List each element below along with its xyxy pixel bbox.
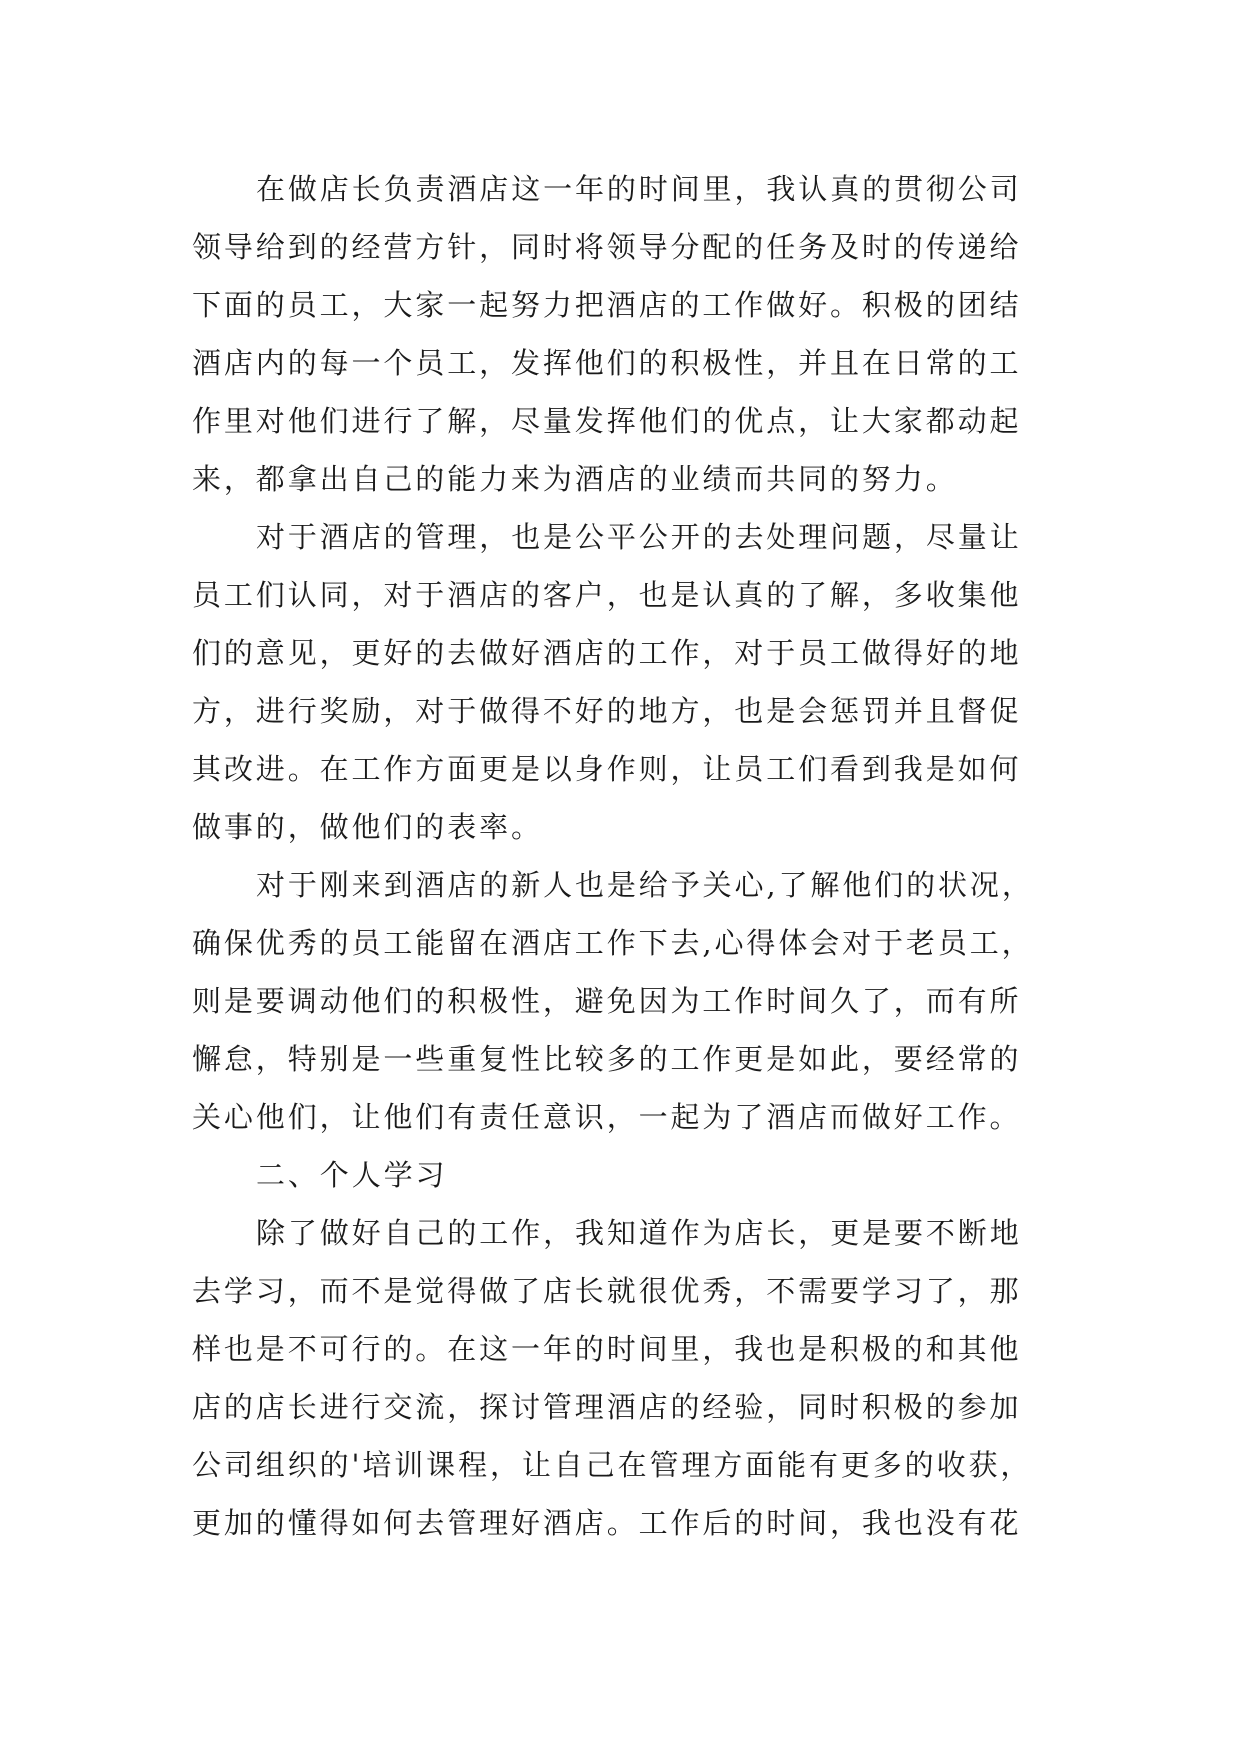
paragraph-1-line-6: 来，都拿出自己的能力来为酒店的业绩而共同的努力。: [192, 462, 958, 496]
paragraph-4-line-1: 除了做好自己的工作，我知道作为店长，更是要不断地: [256, 1216, 1022, 1250]
paragraph-4-line-5: 公司组织的'培训课程，让自己在管理方面能有更多的收获，: [192, 1448, 1033, 1482]
section-heading: 二、个人学习: [256, 1158, 448, 1192]
paragraph-3-line-4: 懈怠，特别是一些重复性比较多的工作更是如此，要经常的: [192, 1042, 1022, 1076]
paragraph-3-line-5: 关心他们，让他们有责任意识，一起为了酒店而做好工作。: [192, 1100, 1022, 1134]
paragraph-1-line-3: 下面的员工，大家一起努力把酒店的工作做好。积极的团结: [192, 288, 1022, 322]
paragraph-1-line-2: 领导给到的经营方针，同时将领导分配的任务及时的传递给: [192, 230, 1022, 264]
paragraph-3-line-2: 确保优秀的员工能留在酒店工作下去,心得体会对于老员工，: [192, 926, 1034, 960]
paragraph-1-line-1: 在做店长负责酒店这一年的时间里，我认真的贯彻公司: [256, 172, 1022, 206]
paragraph-3-line-1: 对于刚来到酒店的新人也是给予关心,了解他们的状况，: [256, 868, 1034, 902]
paragraph-2-line-3: 们的意见，更好的去做好酒店的工作，对于员工做得好的地: [192, 636, 1022, 670]
paragraph-1-line-5: 作里对他们进行了解，尽量发挥他们的优点，让大家都动起: [192, 404, 1022, 438]
paragraph-4-line-3: 样也是不可行的。在这一年的时间里，我也是积极的和其他: [192, 1332, 1022, 1366]
paragraph-2-line-4: 方，进行奖励，对于做得不好的地方，也是会惩罚并且督促: [192, 694, 1022, 728]
paragraph-1-line-4: 酒店内的每一个员工，发挥他们的积极性，并且在日常的工: [192, 346, 1022, 380]
paragraph-4-line-2: 去学习，而不是觉得做了店长就很优秀，不需要学习了，那: [192, 1274, 1022, 1308]
paragraph-2-line-1: 对于酒店的管理，也是公平公开的去处理问题，尽量让: [256, 520, 1022, 554]
paragraph-4-line-6: 更加的懂得如何去管理好酒店。工作后的时间，我也没有花: [192, 1506, 1022, 1540]
body-text: [192, 160, 1062, 1552]
paragraph-2-line-6: 做事的，做他们的表率。: [192, 810, 543, 844]
paragraph-2-line-2: 员工们认同，对于酒店的客户，也是认真的了解，多收集他: [192, 578, 1022, 612]
paragraph-4-line-4: 店的店长进行交流，探讨管理酒店的经验，同时积极的参加: [192, 1390, 1022, 1424]
paragraph-2-line-5: 其改进。在工作方面更是以身作则，让员工们看到我是如何: [192, 752, 1022, 786]
paragraph-3-line-3: 则是要调动他们的积极性，避免因为工作时间久了，而有所: [192, 984, 1022, 1018]
